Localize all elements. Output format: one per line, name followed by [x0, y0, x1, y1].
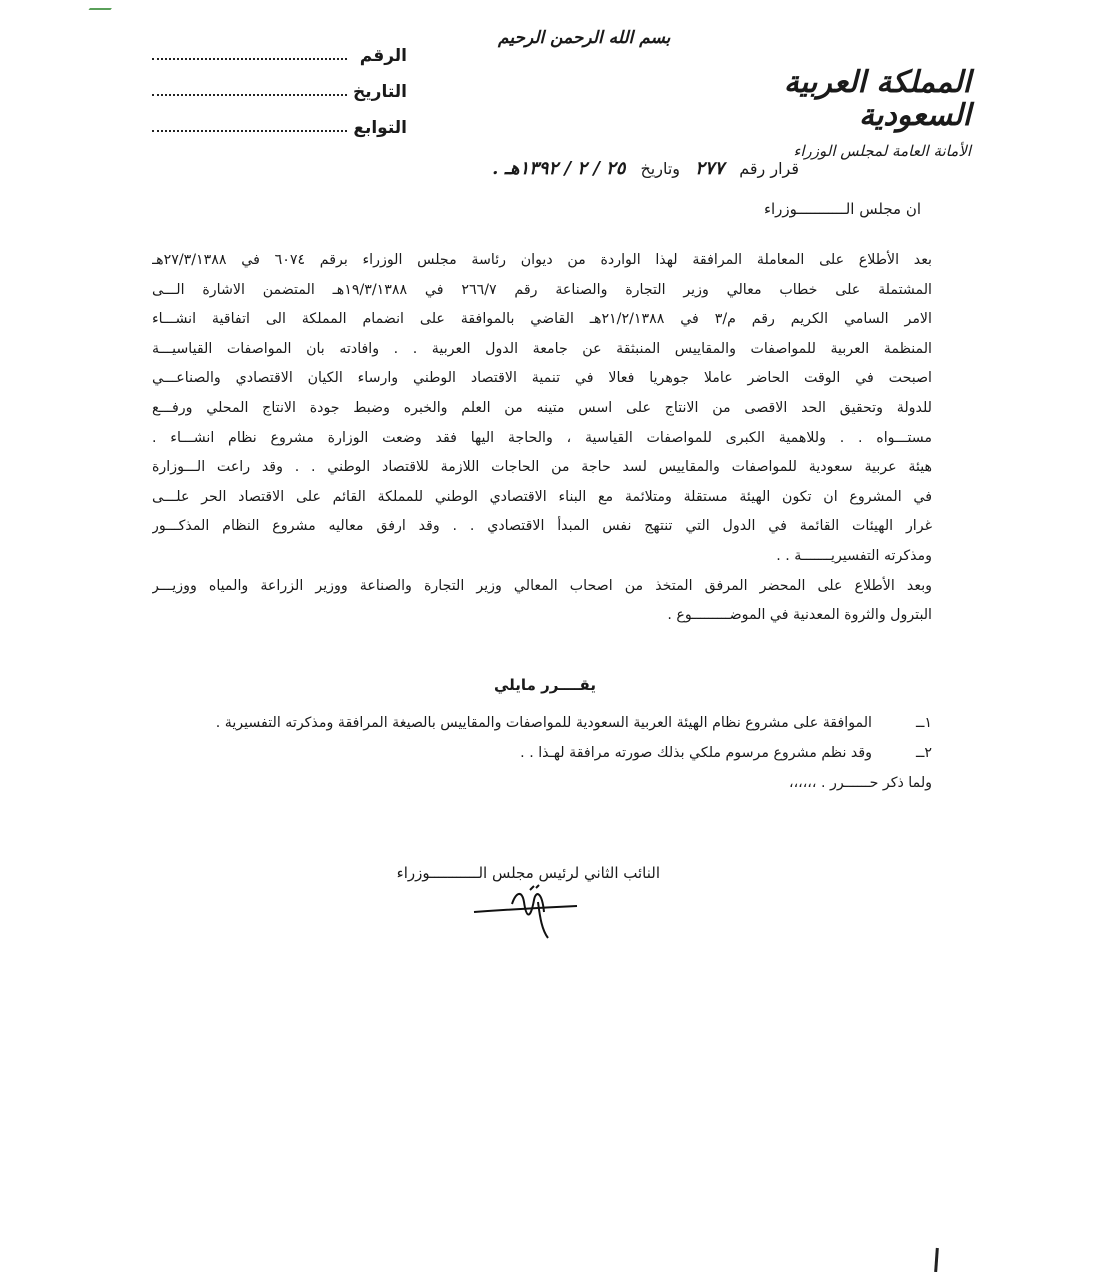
letterhead — [741, 66, 971, 160]
meta-date-row — [152, 66, 407, 102]
body-line: هيئة عربية سعودية للمواصفات والمقاييس لسد حاجة من الحاجات اللازمة للاقتصاد الوطني . . وقد راعت الـــوزارة — [152, 459, 932, 476]
body-line: البترول والثروة المعدنية في الموضـــــــــوع . — [667, 607, 932, 624]
body-line: في المشروع ان تكون الهيئة مستقلة ومتلائمة مع البناء الاقتصادي الوطني للمملكة القائم على الاقتصاد الحر علـــى — [152, 488, 932, 505]
item-text: وقد نظم مشروع مرسوم ملكي بذلك صورته مرافقة لهـذا . . — [520, 745, 872, 761]
body-line: بعد الأطلاع على المعاملة المرافقة لهذا الواردة من ديوان رئاسة مجلس الوزراء برقم ٦٠٧٤ في ٢٧/٣/١٣٨٨هـ — [152, 252, 932, 268]
document-meta — [152, 30, 407, 138]
signature-block — [350, 864, 660, 882]
signatory-title: النائب الثاني لرئيس مجلس الـــــــــــوزراء — [396, 864, 660, 882]
body-line: ومذكرته التفسيريـــــــة . . — [776, 547, 932, 564]
corner-mark — [88, 0, 117, 10]
meta-attachments-label: التوابع — [353, 118, 407, 138]
body-line: للدولة وتحقيق الحد الاقصى من الانتاج على اسس متينه من العلم والخبره وضبط جودة الانتاج المحلي ورفـــع — [152, 399, 932, 416]
body-line: المشتملة على خطاب معالي وزير التجارة والصناعة رقم ٢٦٦/٧ في ١٩/٣/١٣٨٨هـ المتضمن الاشارة الـــى — [152, 281, 932, 298]
body-paragraph — [152, 246, 932, 631]
closing-line: ولما ذكر حــــــرر . ،،،،،، — [788, 775, 932, 791]
secretariat-name: الأمانة العامة لمجلس الوزراء — [793, 142, 971, 160]
item-number: ٢ــ — [916, 745, 932, 761]
resolution-items — [152, 708, 932, 798]
decision-date-label: وتاريخ — [640, 159, 681, 178]
meta-number-line — [152, 57, 347, 60]
salutation: ان مجلس الـــــــــــوزراء — [763, 200, 921, 218]
decision-date: ٢٥ / ٢ / ١٣٩٢هـ . — [492, 158, 626, 179]
item-text: الموافقة على مشروع نظام الهيئة العربية السعودية للمواصفات والمقاييس بالصيغة المرافقة ومذكرته التفسيرية . — [215, 715, 872, 731]
body-line: مستـــواه . . وللاهمية الكبرى للمواصفات القياسية ، والحاجة اليها فقد وضعت الوزارة مشروع نظام انشـــاء . — [152, 429, 932, 446]
body-line: الامر السامي الكريم رقم م/٣ في ٢١/٢/١٣٨٨هـ القاضي بالموافقة على انضمام المملكة الى اتفاقية انشـــاء — [152, 311, 932, 328]
basmala: بسم الله الرحمن الرحيم — [498, 28, 671, 48]
item-number: ١ــ — [916, 715, 932, 731]
meta-date-label: التاريخ — [353, 82, 407, 102]
body-line: اصبحت في الوقت الحاضر عاملا جوهريا فعالا في تنمية الاقتصاد الوطني وارساء الكيان الاقتصادي والصناعـــي — [152, 370, 932, 387]
kingdom-name: المملكة العربية السعودية — [783, 65, 971, 133]
decision-line — [482, 158, 799, 179]
body-line: المنظمة العربية للمواصفات والمقاييس المنبثقة عن جامعة الدول العربية . . وافادته بان المواصفات القياسيـــة — [152, 340, 932, 357]
page-edge-mark — [934, 1248, 939, 1272]
meta-attachments-row — [152, 102, 407, 138]
meta-number-row — [152, 30, 407, 66]
resolution-item — [152, 708, 932, 738]
decision-number: ٢٧٧ — [695, 158, 725, 179]
handwritten-signature — [472, 882, 582, 942]
resolution-heading: يقــــرر مايلي — [494, 676, 596, 694]
body-line: غرار الهيئات القائمة في الدول التي تنتهج نفس المبدأ الاقتصادي . . وقد ارفق معاليه مشروع النظام المذكـــور — [152, 518, 932, 535]
decision-prefix: قرار رقم — [739, 159, 799, 178]
body-line: وبعد الأطلاع على المحضر المرفق المتخذ من اصحاب المعالي وزير التجارة والصناعة ووزير الزراعة والمياه ووزيـــر — [152, 577, 932, 594]
meta-number-label: الرقم — [359, 46, 407, 66]
meta-attachments-line — [152, 129, 347, 132]
resolution-item — [152, 738, 932, 768]
meta-date-line — [152, 93, 347, 96]
